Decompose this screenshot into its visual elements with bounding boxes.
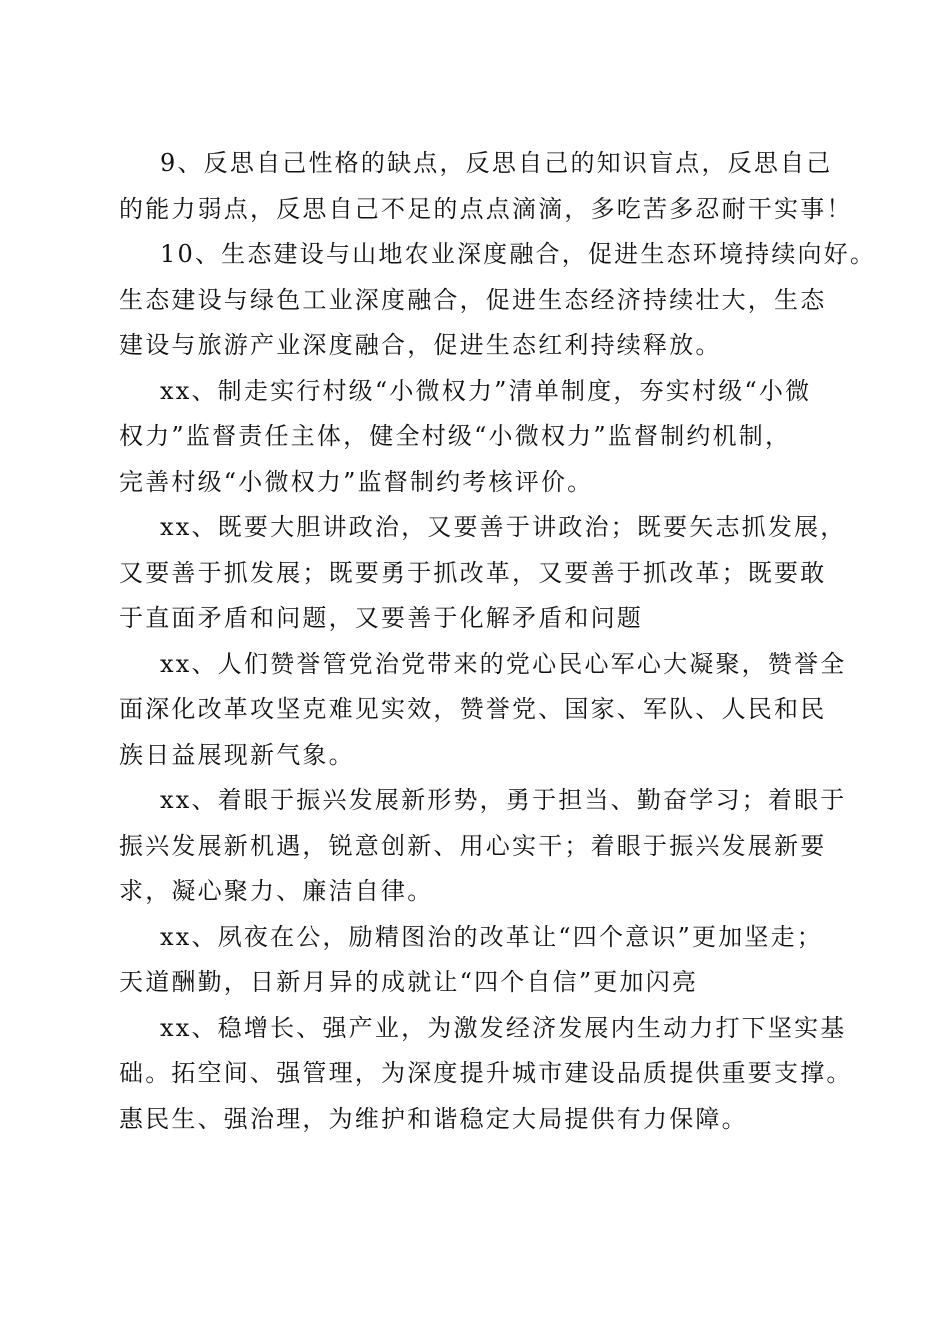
paragraph-line: 又要善于抓发展；既要勇于抓改革，又要善于抓改革；既要敢 [119, 558, 827, 587]
paragraph-line: 完善村级“小微权力”监督制约考核评价。 [119, 467, 594, 496]
paragraph-line: xx、制走实行村级“小微权力”清单制度，夯实村级“小微 [160, 376, 812, 405]
paragraph-line: 10、生态建设与山地农业深度融合，促进生态环境持续向好。 [160, 240, 877, 268]
paragraph-micro-power [119, 369, 839, 506]
paragraph-line: xx、夙夜在公，励精图治的改革让“四个意识”更加坚走； [160, 922, 824, 951]
paragraph-line: 天道酬勤，日新月异的成就让“四个自信”更加闪亮 [119, 968, 699, 996]
paragraph-line: 求，凝心聚力、廉洁自律。 [119, 877, 434, 905]
paragraph-praise [119, 642, 847, 779]
document-body [119, 141, 877, 1142]
paragraph-four-consciousness [119, 915, 839, 1006]
paragraph-stable-growth [119, 1006, 853, 1143]
paragraph-line: 生态建设与绿色工业深度融合，促进生态经济持续壮大，生态 [119, 285, 827, 314]
paragraph-10 [119, 232, 877, 369]
paragraph-politics [119, 505, 847, 642]
paragraph-line: 族日益展现新气象。 [119, 740, 355, 769]
paragraph-line: 9、反思自己性格的缺点，反思自己的知识盲点，反思自己 [160, 149, 833, 177]
paragraph-9 [119, 141, 853, 232]
paragraph-line: 的能力弱点，反思自己不足的点点滴滴，多吃苦多忍耐干实事！ [119, 194, 853, 223]
paragraph-line: 面深化改革攻坚克难见实效，赞誉党、国家、军队、人民和民 [119, 695, 827, 723]
paragraph-revitalization [119, 778, 847, 915]
paragraph-line: 振兴发展新机遇，锐意创新、用心实干；着眼于振兴发展新要 [119, 831, 827, 860]
paragraph-line: 建设与旅游产业深度融合，促进生态红利持续释放。 [119, 331, 722, 359]
paragraph-line: 于直面矛盾和问题，又要善于化解矛盾和问题 [119, 604, 643, 632]
paragraph-line: xx、着眼于振兴发展新形势，勇于担当、勤奋学习；着眼于 [160, 786, 847, 814]
paragraph-line: xx、人们赞誉管党治党带来的党心民心军心大凝聚，赞誉全 [160, 649, 847, 678]
paragraph-line: 础。拓空间、强管理，为深度提升城市建设品质提供重要支撑。 [119, 1059, 853, 1087]
paragraph-line: xx、稳增长、强产业，为激发经济发展内生动力打下坚实基 [160, 1013, 847, 1042]
paragraph-line: 权力”监督责任主体，健全村级“小微权力”监督制约机制， [119, 422, 792, 450]
paragraph-line: xx、既要大胆讲政治，又要善于讲政治；既要矢志抓发展， [160, 513, 847, 541]
paragraph-line: 惠民生、强治理，为维护和谐稳定大局提供有力保障。 [119, 1104, 748, 1133]
